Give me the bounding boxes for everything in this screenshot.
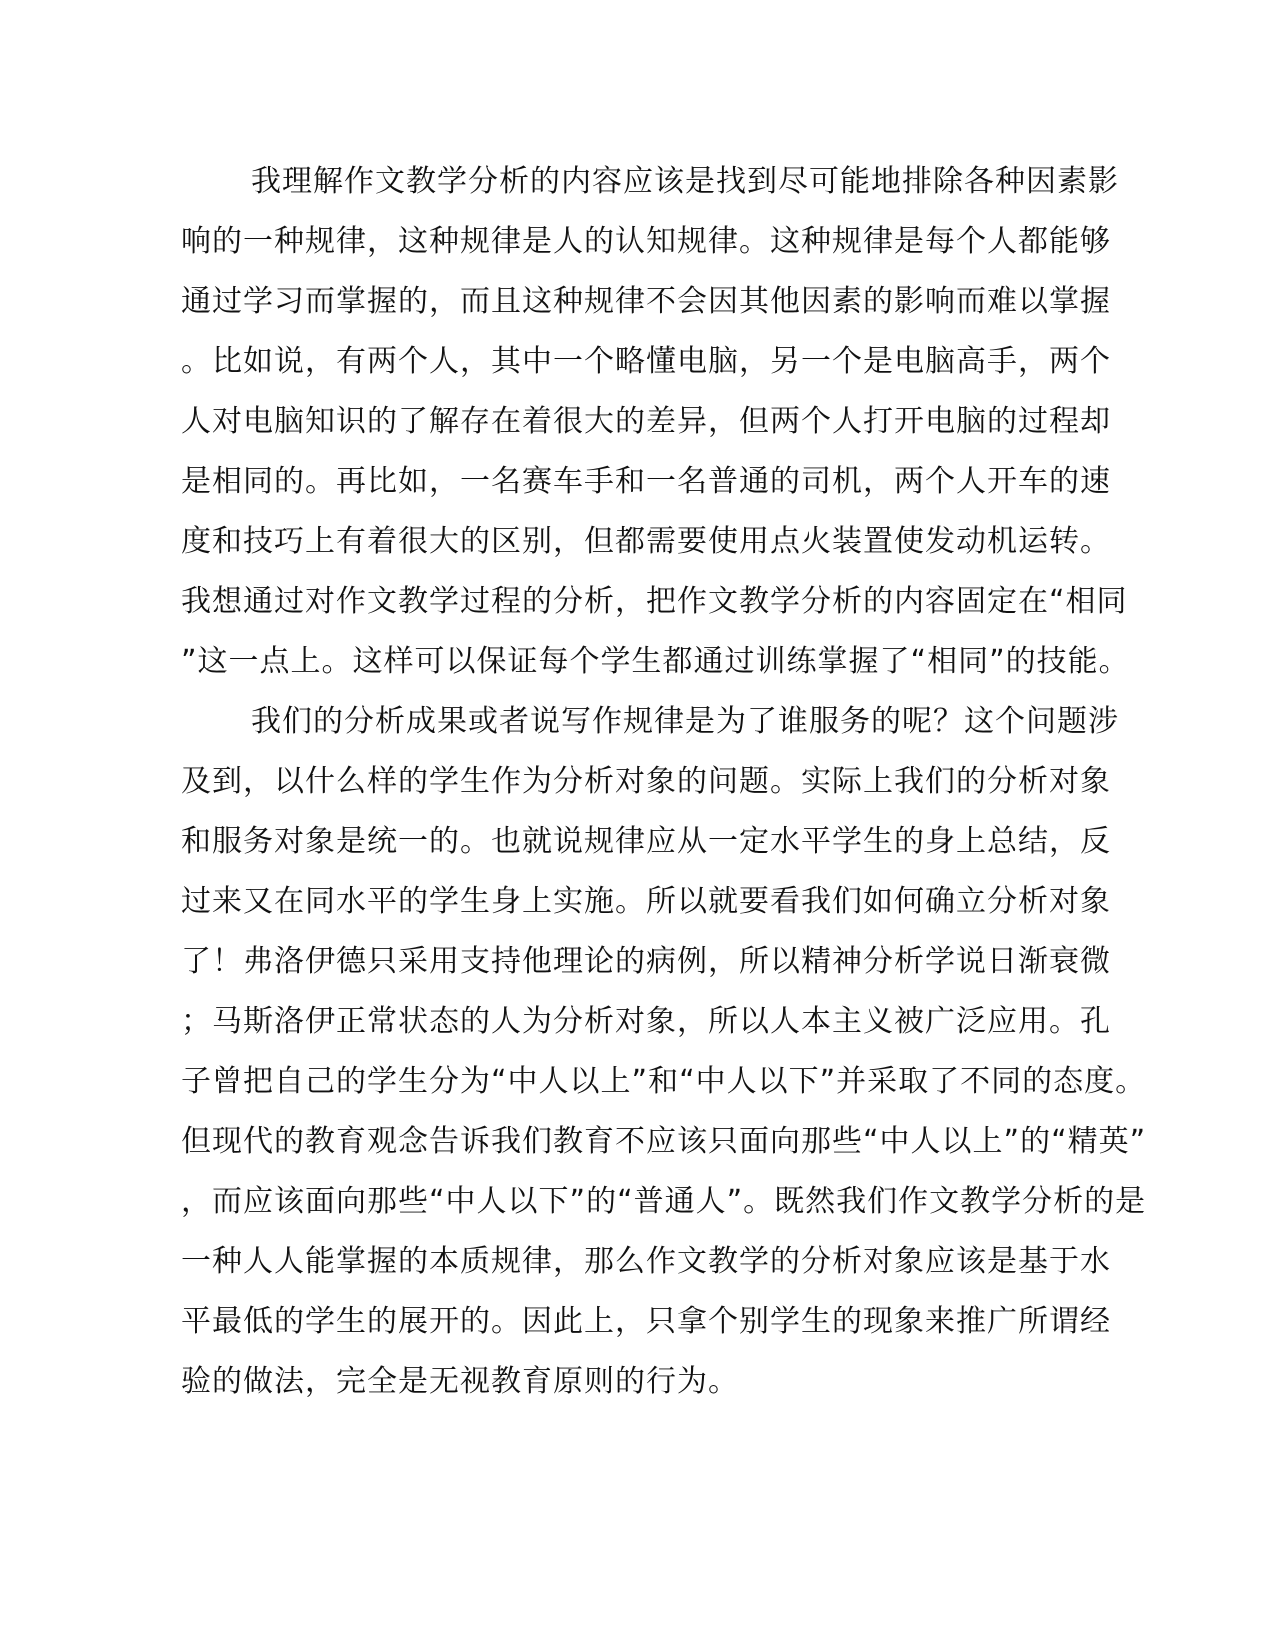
paragraph-2-line-11: 平最低的学生的展开的。因此上，只拿个别学生的现象来推广所谓经 — [181, 1304, 1111, 1339]
paragraph-2-line-7: 子曾把自己的学生分为“中人以上”和“中人以下”并采取了不同的态度。 — [181, 1064, 1147, 1099]
paragraph-2-line-5: 了！弗洛伊德只采用支持他理论的病例，所以精神分析学说日渐衰微 — [181, 944, 1111, 979]
paragraph-1-line-8: 我想通过对作文教学过程的分析，把作文教学分析的内容固定在“相同 — [181, 584, 1128, 619]
paragraph-1-line-1: 我理解作文教学分析的内容应该是找到尽可能地排除各种因素影 — [251, 164, 1119, 199]
paragraph-2-line-3: 和服务对象是统一的。也就说规律应从一定水平学生的身上总结，反 — [181, 824, 1111, 859]
paragraph-1-line-7: 度和技巧上有着很大的区别，但都需要使用点火装置使发动机运转。 — [181, 524, 1111, 559]
paragraph-2-line-2: 及到，以什么样的学生作为分析对象的问题。实际上我们的分析对象 — [181, 764, 1111, 799]
paragraph-1-line-5: 人对电脑知识的了解存在着很大的差异，但两个人打开电脑的过程却 — [181, 404, 1111, 439]
paragraph-2-line-6: ；马斯洛伊正常状态的人为分析对象，所以人本主义被广泛应用。孔 — [181, 1004, 1111, 1039]
paragraph-2-line-12: 验的做法，完全是无视教育原则的行为。 — [181, 1364, 739, 1399]
paragraph-1-line-2: 响的一种规律，这种规律是人的认知规律。这种规律是每个人都能够 — [181, 224, 1111, 259]
paragraph-2-line-10: 一种人人能掌握的本质规律，那么作文教学的分析对象应该是基于水 — [181, 1244, 1111, 1279]
paragraph-1-line-4: 。比如说，有两个人，其中一个略懂电脑，另一个是电脑高手，两个 — [181, 344, 1111, 379]
paragraph-2-line-4: 过来又在同水平的学生身上实施。所以就要看我们如何确立分析对象 — [181, 884, 1111, 919]
paragraph-2-line-8: 但现代的教育观念告诉我们教育不应该只面向那些“中人以上”的“精英” — [181, 1124, 1147, 1159]
paragraph-2-line-9: ，而应该面向那些“中人以下”的“普通人”。既然我们作文教学分析的是 — [181, 1184, 1147, 1219]
paragraph-1-line-9: ”这一点上。这样可以保证每个学生都通过训练掌握了“相同”的技能。 — [181, 644, 1130, 679]
paragraph-1-line-6: 是相同的。再比如，一名赛车手和一名普通的司机，两个人开车的速 — [181, 464, 1111, 499]
paragraph-2-line-1: 我们的分析成果或者说写作规律是为了谁服务的呢？这个问题涉 — [251, 704, 1119, 739]
paragraph-1-line-3: 通过学习而掌握的，而且这种规律不会因其他因素的影响而难以掌握 — [181, 284, 1111, 319]
